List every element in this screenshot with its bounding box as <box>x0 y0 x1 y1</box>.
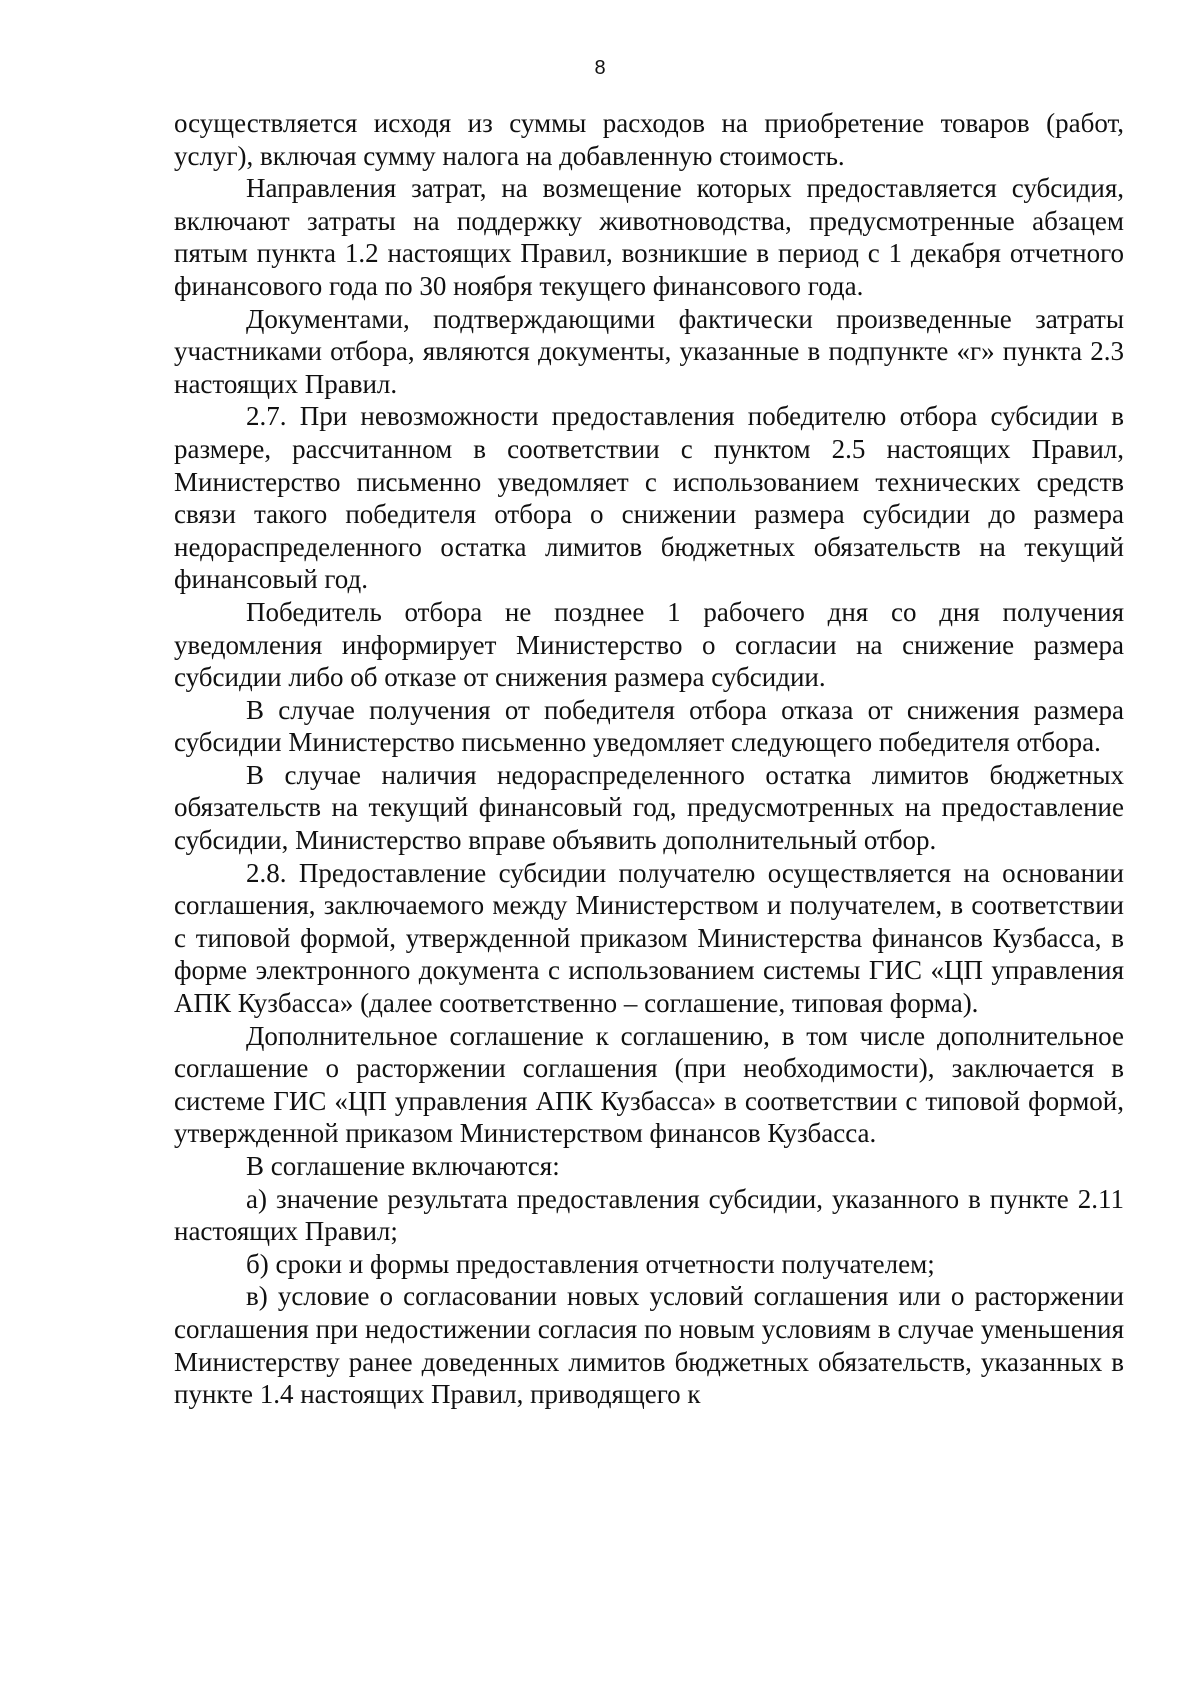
paragraph-clause-2-7: 2.7. При невозможности предоставления победителю отбора субсидии в размере, рассчитанном в соответствии с пунктом 2.5 настоящих Правил, Министерство письменно уведомляет с использованием технических средств связи такого победителя отбора о снижении размера субсидии до размера недораспределенного остатка лимитов бюджетных обязательств на текущий финансовый год. <box>174 401 1124 595</box>
paragraph-clause-2-8: 2.8. Предоставление субсидии получателю осуществляется на основании соглашения, заключаемого между Министерством и получателем, в соответствии с типовой формой, утвержденной приказом Министерства финансов Кузбасса, в форме электронного документа с использованием системы ГИС «ЦП управления АПК Кузбасса» (далее соответственно – соглашение, типовая форма). <box>174 857 1124 1019</box>
paragraph: В случае получения от победителя отбора отказа от снижения размера субсидии Министерство письменно уведомляет следующего победителя отбора. <box>174 694 1124 758</box>
document-body <box>174 107 1124 1411</box>
paragraph: В случае наличия недораспределенного остатка лимитов бюджетных обязательств на текущий финансовый год, предусмотренных на предоставление субсидии, Министерство вправе объявить дополнительный отбор. <box>174 759 1124 856</box>
paragraph: Дополнительное соглашение к соглашению, в том числе дополнительное соглашение о расторжении соглашения (при необходимости), заключается в системе ГИС «ЦП управления АПК Кузбасса» в соответствии с типовой формой, утвержденной приказом Министерством финансов Кузбасса. <box>174 1020 1124 1149</box>
paragraph: Направления затрат, на возмещение которых предоставляется субсидия, включают затраты на поддержку животноводства, предусмотренные абзацем пятым пункта 1.2 настоящих Правил, возникшие в период с 1 декабря отчетного финансового года по 30 ноября текущего финансового года. <box>174 173 1124 301</box>
list-item-b: б) сроки и формы предоставления отчетности получателем; <box>246 1248 935 1279</box>
paragraph-continuation: осуществляется исходя из суммы расходов на приобретение товаров (работ, услуг), включая сумму налога на добавленную стоимость. <box>174 108 1124 171</box>
paragraph: Победитель отбора не позднее 1 рабочего дня со дня получения уведомления информирует Министерство о согласии на снижение размера субсидии либо об отказе от снижения размера субсидии. <box>174 596 1124 693</box>
list-item-v: в) условие о согласовании новых условий соглашения или о расторжении соглашения при недостижении согласия по новым условиям в случае уменьшения Министерству ранее доведенных лимитов бюджетных обязательств, указанных в пункте 1.4 настоящих Правил, приводящего к <box>174 1281 1124 1410</box>
page-number: 8 <box>594 57 606 79</box>
paragraph: Документами, подтверждающими фактически произведенные затраты участниками отбора, являются документы, указанные в подпункте «г» пункта 2.3 настоящих Правил. <box>174 303 1124 399</box>
paragraph: В соглашение включаются: <box>246 1151 560 1181</box>
list-item-a: а) значение результата предоставления субсидии, указанного в пункте 2.11 настоящих Правил; <box>174 1183 1124 1247</box>
